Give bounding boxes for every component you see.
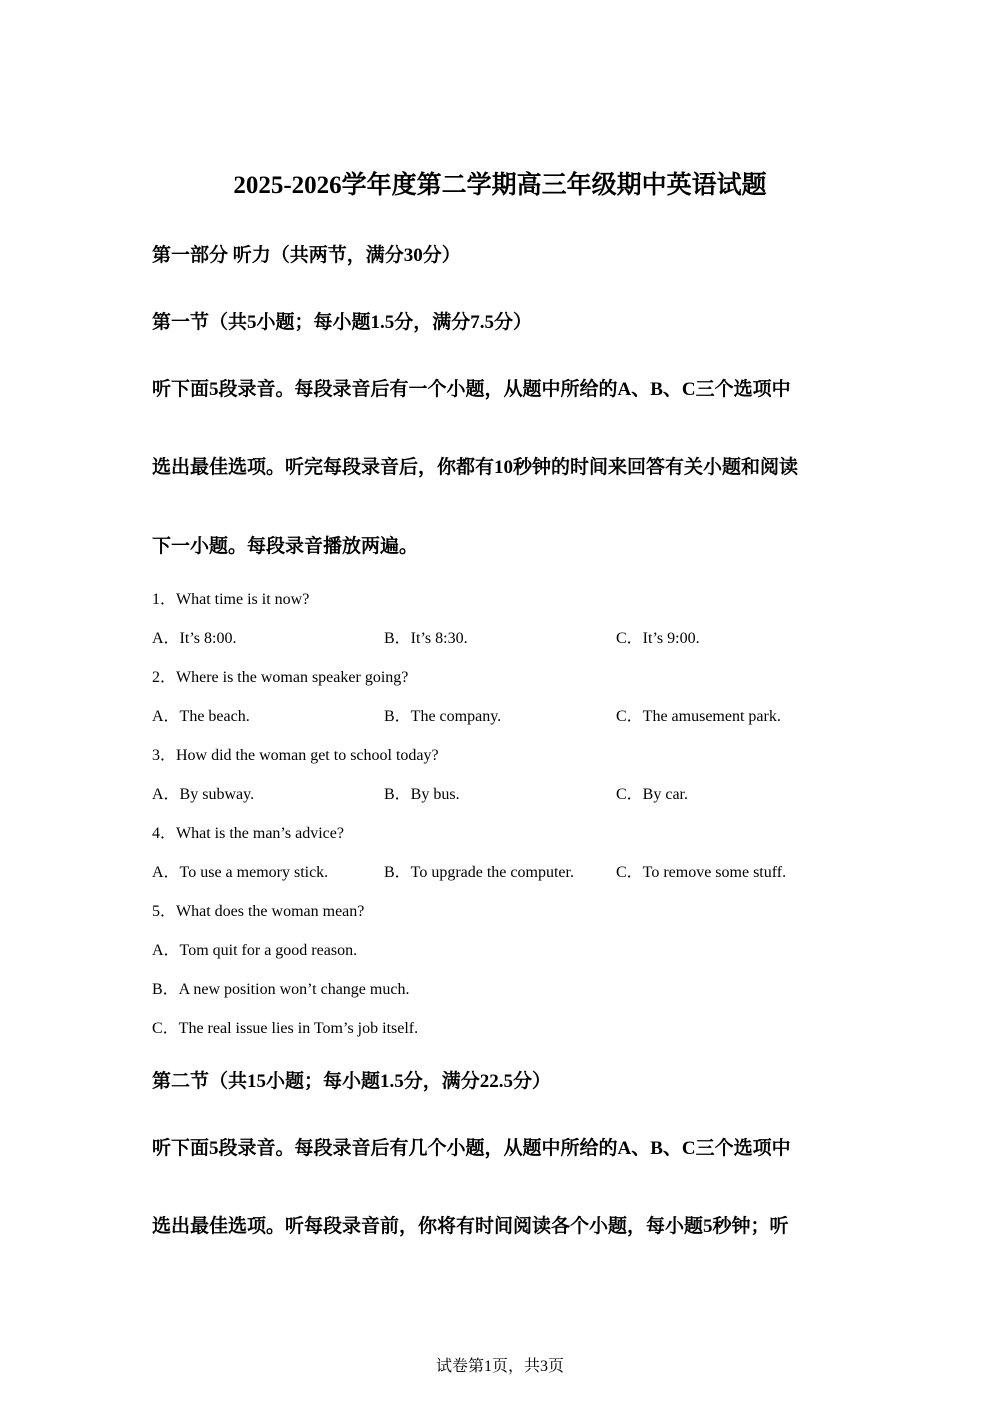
question-stem: 3．How did the woman get to school today? xyxy=(152,747,439,764)
option-a: A．To use a memory stick. xyxy=(152,864,329,881)
section2-heading: 第二节（共15小题；每小题1.5分，满分22.5分） xyxy=(152,1071,552,1092)
option-c: C．To remove some stuff. xyxy=(616,864,787,881)
option-b: B．It’s 8:30. xyxy=(384,630,468,647)
part1-heading: 第一部分 听力（共两节，满分30分） xyxy=(152,245,461,266)
option-b: B．The company. xyxy=(384,708,502,725)
option-c: C．The amusement park. xyxy=(616,708,781,725)
section2-instruction-line: 听下面5段录音。每段录音后有几个小题，从题中所给的A、B、C三个选项中 xyxy=(152,1138,791,1159)
section1-instruction-line: 下一小题。每段录音播放两遍。 xyxy=(152,536,419,557)
section2-instruction-line: 选出最佳选项。听每段录音前，你将有时间阅读各个小题，每小题5秒钟；听 xyxy=(152,1216,789,1237)
option-a: A．Tom quit for a good reason. xyxy=(152,942,358,959)
exam-title: 2025-2026学年度第二学期高三年级期中英语试题 xyxy=(233,172,767,199)
section1-instruction-line: 选出最佳选项。听完每段录音后，你都有10秒钟的时间来回答有关小题和阅读 xyxy=(152,457,799,478)
option-b: B．A new position won’t change much. xyxy=(152,981,410,998)
option-a: A．By subway. xyxy=(152,786,255,803)
option-a: A．It’s 8:00. xyxy=(152,630,237,647)
option-c: C．By car. xyxy=(616,786,688,803)
option-c: C．The real issue lies in Tom’s job itself. xyxy=(152,1020,419,1037)
question-stem: 2．Where is the woman speaker going? xyxy=(152,669,409,686)
section1-instruction-line: 听下面5段录音。每段录音后有一个小题，从题中所给的A、B、C三个选项中 xyxy=(152,379,791,400)
page-footer: 试卷第1页，共3页 xyxy=(435,1358,564,1375)
option-b: B．To upgrade the computer. xyxy=(384,864,574,881)
option-c: C．It’s 9:00. xyxy=(616,630,700,647)
section1-heading: 第一节（共5小题；每小题1.5分，满分7.5分） xyxy=(152,312,533,333)
question-stem: 1．What time is it now? xyxy=(152,591,310,608)
question-stem: 4．What is the man’s advice? xyxy=(152,825,344,842)
option-a: A．The beach. xyxy=(152,708,250,725)
question-stem: 5．What does the woman mean? xyxy=(152,903,365,920)
option-b: B．By bus. xyxy=(384,786,460,803)
